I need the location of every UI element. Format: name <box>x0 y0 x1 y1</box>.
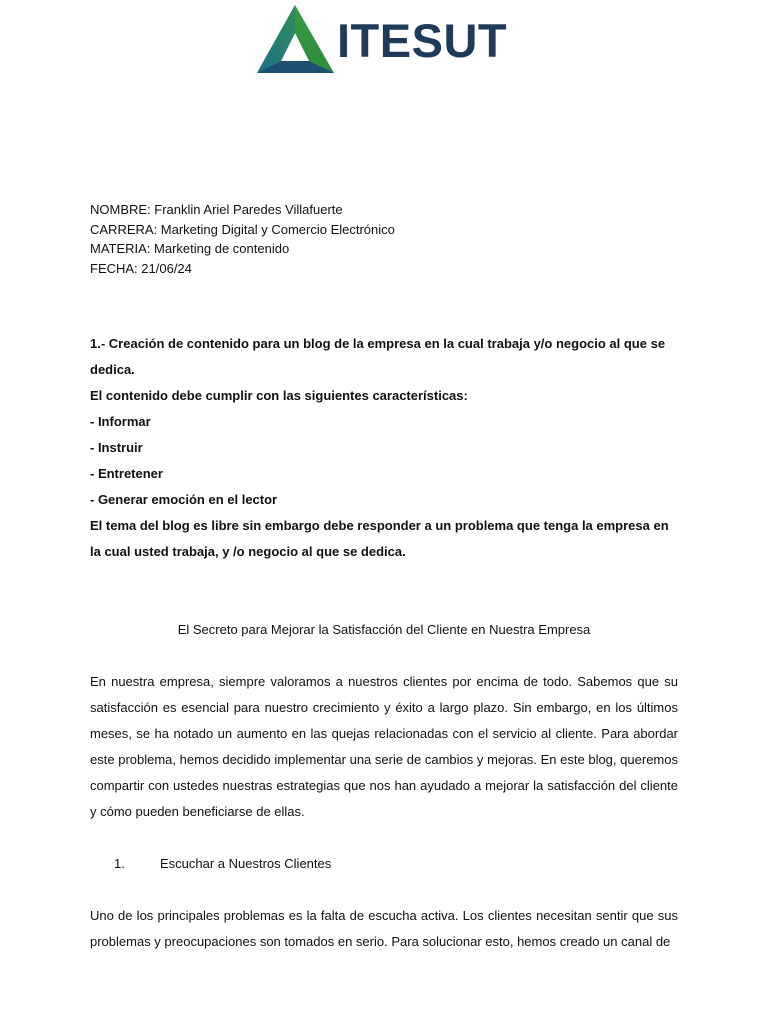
list-item <box>90 851 678 877</box>
itesut-logo <box>257 5 517 75</box>
blog-title: El Secreto para Mejorar la Satisfacción del Cliente en Nuestra Empresa <box>177 622 591 637</box>
info-name: NOMBRE: Franklin Ariel Paredes Villafuerte <box>90 202 343 217</box>
list-item-number: 1. <box>114 856 125 871</box>
student-info <box>90 200 678 278</box>
triangle-logo-icon <box>257 5 335 75</box>
task-instructions <box>90 331 678 565</box>
info-subject: MATERIA: Marketing de contenido <box>90 241 290 256</box>
task-line: - Instruir <box>90 440 143 455</box>
task-line: El contenido debe cumplir con las siguientes características: <box>90 388 468 403</box>
task-line: - Entretener <box>90 466 163 481</box>
document-body <box>90 200 678 955</box>
task-line: El tema del blog es libre sin embargo debe responder a un problema que tenga la empresa en la cual usted trabaja, y /o negocio al que se dedica. <box>90 518 669 559</box>
list-item-text: Escuchar a Nuestros Clientes <box>160 856 332 871</box>
task-line: 1.- Creación de contenido para un blog de la empresa en la cual trabaja y/o negocio al que se dedica. <box>90 336 666 377</box>
blog-intro-paragraph: En nuestra empresa, siempre valoramos a nuestros clientes por encima de todo. Sabemos que su satisfacción es esencial para nuestro crecimiento y éxito a largo plazo. Sin embargo, en los últimos meses, se ha notado un aumento en las quejas relacionadas con el servicio al cliente. Para abordar este problema, hemos decidido implementar una serie de cambios y mejoras. En este blog, queremos compartir con ustedes nuestras estrategias que nos han ayudado a mejorar la satisfacción del cliente y cómo pueden beneficiarse de ellas. <box>90 674 678 819</box>
info-career: CARRERA: Marketing Digital y Comercio Electrónico <box>90 221 395 237</box>
logo-wordmark: ITESUT <box>337 14 508 67</box>
blog-paragraph-2: Uno de los principales problemas es la falta de escucha activa. Los clientes necesitan sentir que sus problemas y preocupaciones son tomados en serio. Para solucionar esto, hemos creado un canal de <box>90 908 678 949</box>
task-line: - Informar <box>90 414 151 429</box>
task-line: - Generar emoción en el lector <box>90 492 278 507</box>
info-date: FECHA: 21/06/24 <box>90 260 192 276</box>
